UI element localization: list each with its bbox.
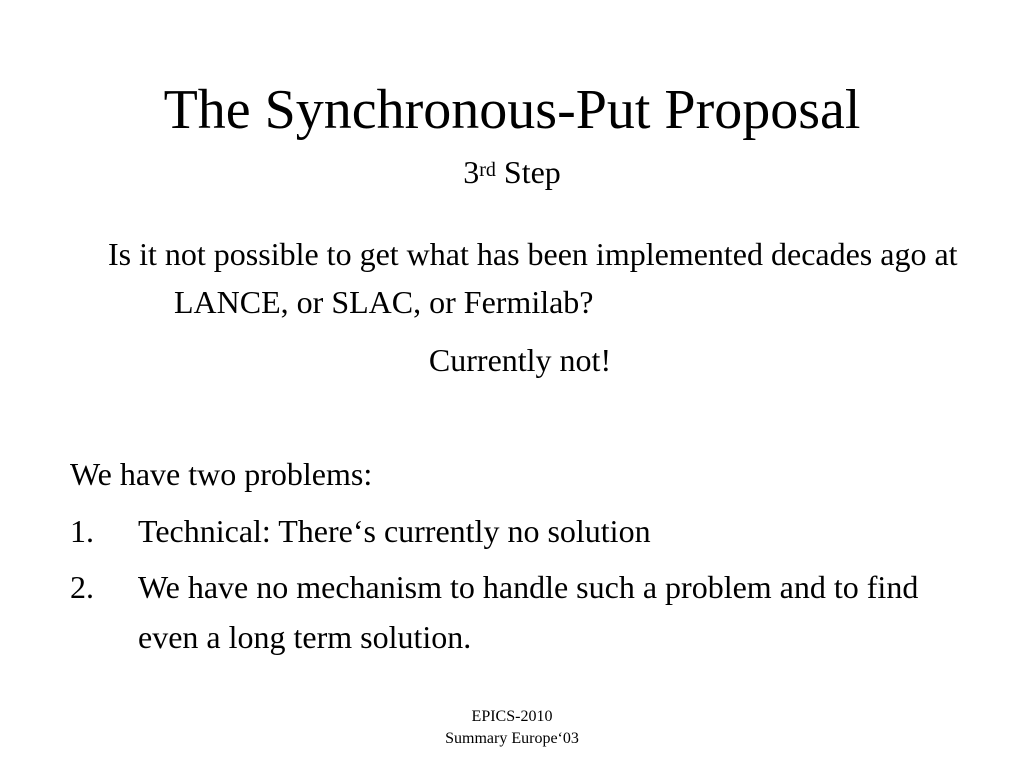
subtitle-superscript: rd [479, 159, 496, 181]
subtitle-number: 3 [463, 154, 480, 190]
footer-line-1: EPICS-2010 [471, 708, 553, 725]
problem-number: 1. [70, 513, 94, 549]
slide-title: The Synchronous-Put Proposal [163, 79, 861, 141]
footer-line-2: Summary Europe‘03 [445, 730, 579, 747]
problem-number: 2. [70, 569, 94, 605]
answer-text: Currently not! [428, 342, 612, 378]
problem-text: Technical: There‘s currently no solution [138, 513, 651, 549]
slide-subtitle [0, 152, 1024, 192]
problems-heading: We have two problems: [70, 456, 373, 492]
problem-item-2 [70, 562, 970, 662]
question-text: Is it not possible to get what has been implemented decades ago at LANCE, or SLAC, or Fermilab? [108, 236, 958, 320]
slide-footer [0, 706, 1024, 750]
problem-text: We have no mechanism to handle such a problem and to find even a long term solution. [138, 569, 919, 655]
problem-list [70, 506, 970, 668]
subtitle-text: Step [495, 154, 561, 190]
problem-item-1 [70, 506, 970, 556]
